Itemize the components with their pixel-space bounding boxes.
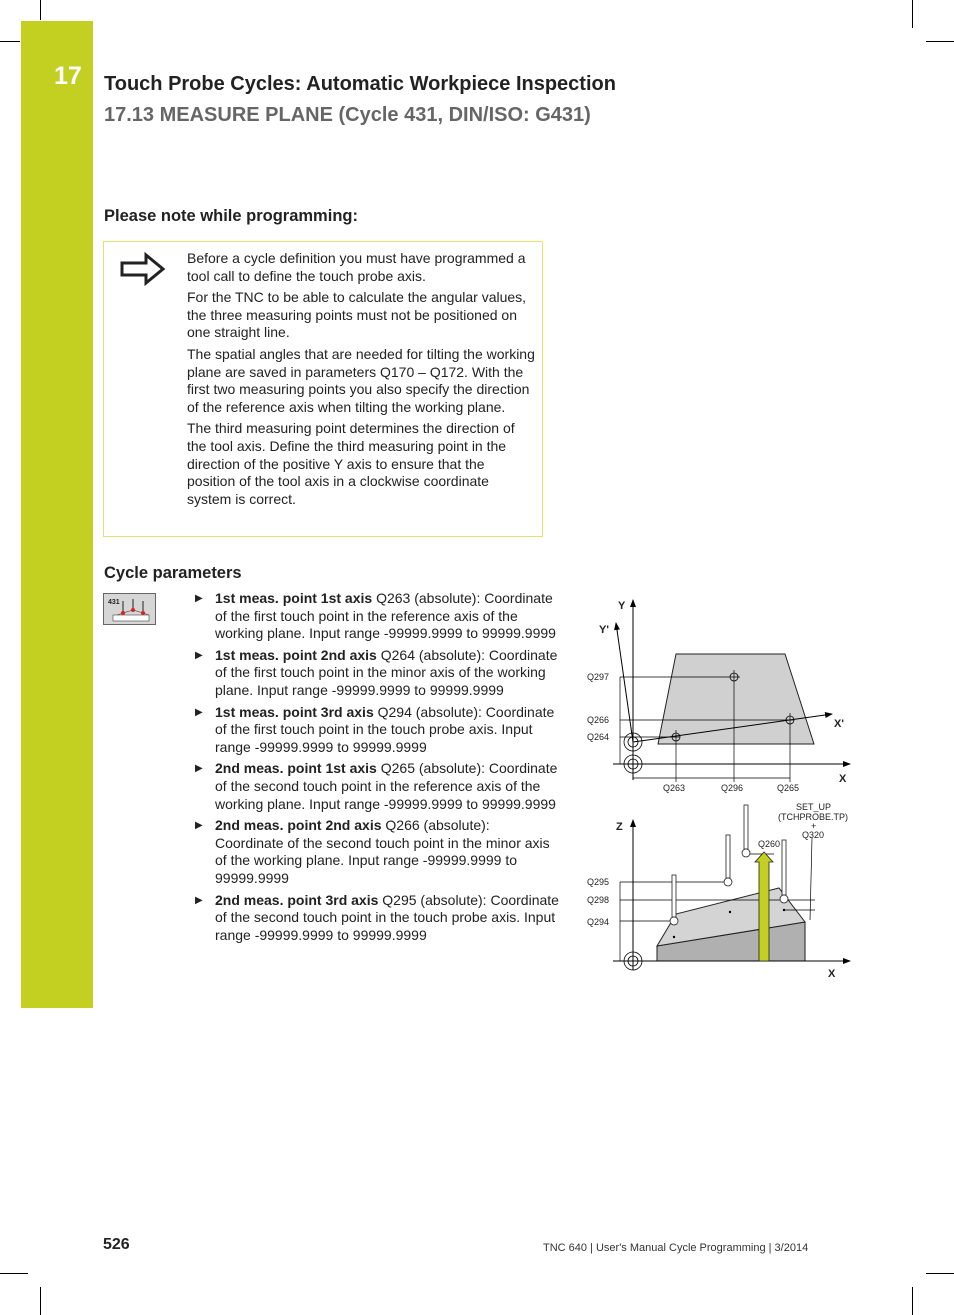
parameter-name: 1st meas. point 2nd axis bbox=[215, 646, 377, 663]
cycle-parameter-list bbox=[195, 590, 560, 948]
label-q297: Q297 bbox=[587, 672, 610, 682]
parameter-description: Q263 (absolute): Coordinate of the first touch point in the reference axis of the working plane. Input range -99999.9999 to 99999.9999 bbox=[215, 590, 556, 642]
bullet-triangle-icon: ▶ bbox=[195, 706, 203, 718]
parameter-name: 2nd meas. point 2nd axis bbox=[215, 817, 382, 834]
parameter-item bbox=[195, 817, 560, 887]
label-plus: + bbox=[811, 821, 817, 831]
note-box bbox=[103, 241, 543, 537]
bullet-triangle-icon: ▶ bbox=[195, 820, 203, 832]
parameter-description: Q294 (absolute): Coordinate of the first touch point in the touch probe axis. Input range -99999.9999 to 99999.9999 bbox=[215, 703, 555, 755]
bullet-triangle-icon: ▶ bbox=[195, 593, 203, 604]
page-number: 526 bbox=[103, 1236, 130, 1253]
label-q296: Q296 bbox=[721, 783, 744, 793]
label-q264: Q264 bbox=[587, 732, 610, 742]
parameter-description: Q265 (absolute): Coordinate of the second touch point in the reference axis of the working plane. Input range -99999.9999 to 99999.9999 bbox=[215, 760, 558, 812]
label-q320: Q320 bbox=[802, 830, 825, 840]
crop-mark bbox=[40, 1287, 41, 1315]
label-q265: Q265 bbox=[777, 783, 800, 793]
parameter-name: 2nd meas. point 3rd axis bbox=[215, 891, 379, 908]
axis-label-y-prime: Y' bbox=[599, 624, 609, 636]
parameter-name: 1st meas. point 3rd axis bbox=[215, 703, 374, 720]
parameter-name: 1st meas. point 1st axis bbox=[215, 590, 373, 606]
bullet-triangle-icon: ▶ bbox=[195, 894, 203, 906]
parameter-description: Q295 (absolute): Coordinate of the second touch point in the touch probe axis. Input range -99999.9999 to 99999.9999 bbox=[215, 891, 559, 943]
axis-label-y: Y bbox=[618, 600, 626, 612]
arrow-right-icon bbox=[120, 252, 166, 286]
crop-mark bbox=[40, 0, 41, 20]
parameter-description: Q266 (absolute): Coordinate of the second touch point in the minor axis of the working plane. Input range -99999.9999 to 99999.9999 bbox=[215, 817, 550, 886]
axis-label-x-side: X bbox=[828, 968, 836, 980]
label-q298: Q298 bbox=[587, 895, 610, 905]
label-q295: Q295 bbox=[587, 877, 610, 887]
bullet-triangle-icon: ▶ bbox=[195, 649, 203, 661]
parameter-item bbox=[195, 590, 560, 643]
chapter-number: 17 bbox=[54, 62, 82, 90]
measure-plane-diagram bbox=[580, 590, 860, 990]
cycle-heading: Cycle parameters bbox=[104, 564, 242, 582]
note-paragraph: The spatial angles that are needed for tilting the working plane are saved in parameters Q170 – Q172. With the first two measuring points you also specify the direction of the reference axis when tilting the working plane. bbox=[187, 345, 535, 415]
axis-label-z: Z bbox=[616, 821, 623, 833]
crop-mark bbox=[0, 41, 20, 42]
cycle-431-icon bbox=[103, 593, 156, 625]
crop-mark bbox=[912, 0, 913, 28]
parameter-item bbox=[195, 647, 560, 700]
label-q260: Q260 bbox=[758, 839, 781, 849]
chapter-tab bbox=[21, 21, 93, 1008]
label-tchprobe: (TCHPROBE.TP) bbox=[778, 812, 849, 822]
crop-mark bbox=[912, 1287, 913, 1315]
label-q263: Q263 bbox=[663, 783, 686, 793]
chapter-title: Touch Probe Cycles: Automatic Workpiece Inspection bbox=[104, 73, 616, 95]
cycle-icon-label: 431 bbox=[108, 599, 120, 606]
parameter-item bbox=[195, 760, 560, 813]
label-q294: Q294 bbox=[587, 917, 610, 927]
note-heading: Please note while programming: bbox=[104, 207, 358, 225]
parameter-description: Q264 (absolute): Coordinate of the first touch point in the minor axis of the working plane. Input range -99999.9999 to 99999.9999 bbox=[215, 646, 558, 698]
parameter-item bbox=[195, 704, 560, 757]
axis-label-x-prime: X' bbox=[834, 718, 844, 730]
section-title: 17.13 MEASURE PLANE (Cycle 431, DIN/ISO: G431) bbox=[104, 104, 591, 126]
bullet-triangle-icon: ▶ bbox=[195, 763, 203, 775]
label-q266: Q266 bbox=[587, 715, 610, 725]
crop-mark bbox=[926, 1273, 954, 1274]
crop-mark bbox=[926, 41, 954, 42]
axis-label-x: X bbox=[839, 773, 847, 785]
note-paragraph: For the TNC to be able to calculate the angular values, the three measuring points must not be positioned on one straight line. bbox=[187, 289, 527, 341]
parameter-name: 2nd meas. point 1st axis bbox=[215, 760, 377, 777]
note-paragraph: The third measuring point determines the direction of the tool axis. Define the third measuring point in the direction of the positive Y axis to ensure that the position of the tool axis in a clockwise coordinate system is correct. bbox=[187, 420, 515, 507]
note-paragraph: Before a cycle definition you must have programmed a tool call to define the touch probe axis. bbox=[187, 250, 526, 284]
crop-mark bbox=[0, 1273, 28, 1274]
parameter-item bbox=[195, 892, 560, 945]
label-set-up: SET_UP bbox=[796, 802, 832, 812]
footer-text: TNC 640 | User's Manual Cycle Programming | 3/2014 bbox=[543, 1242, 809, 1254]
